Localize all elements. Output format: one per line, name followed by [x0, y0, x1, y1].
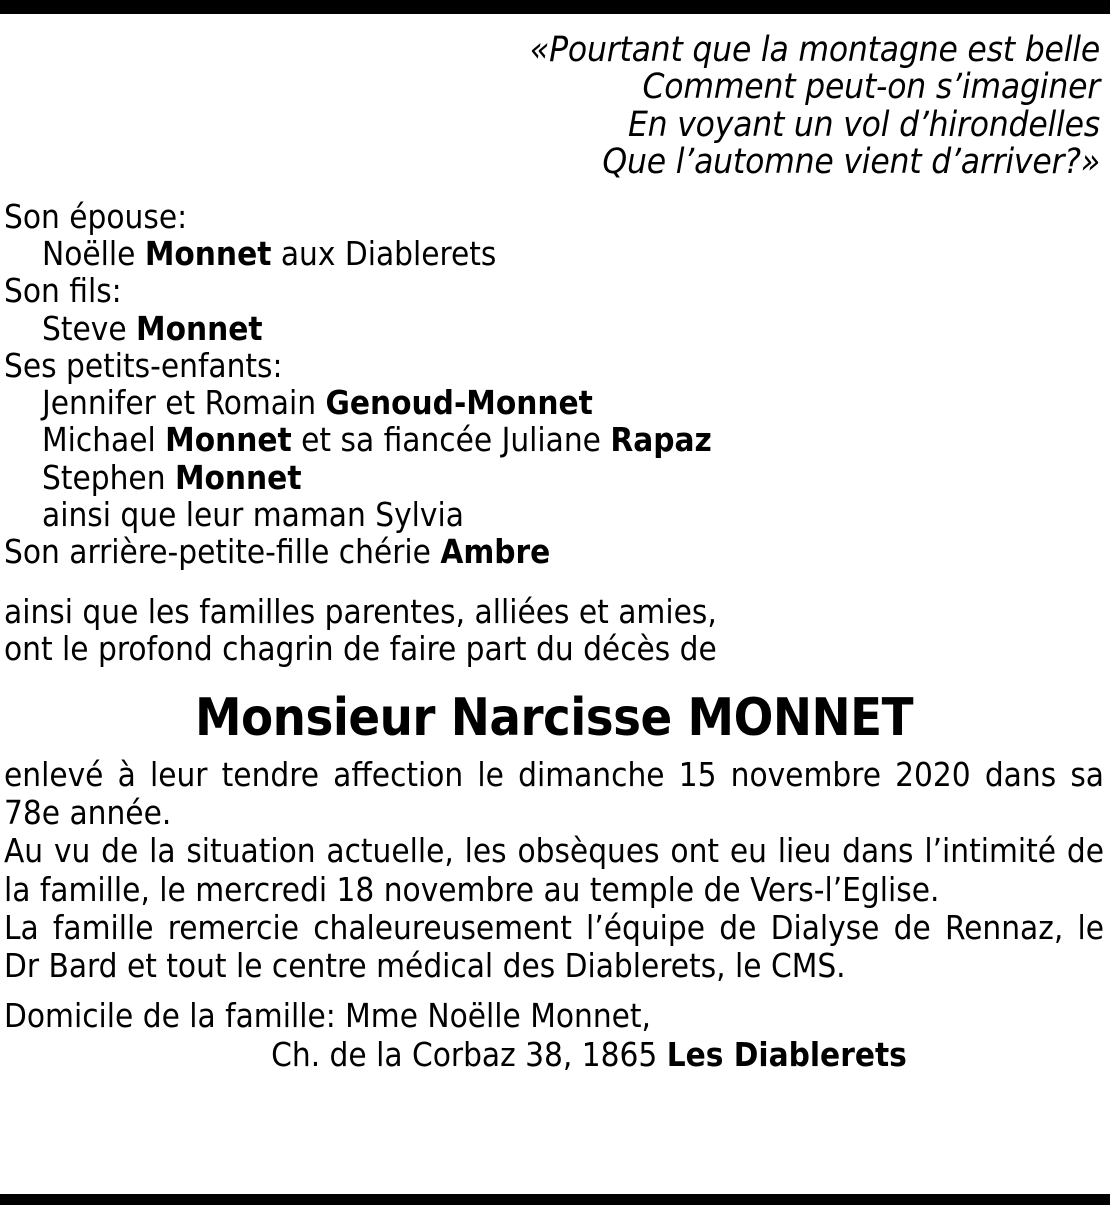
member-pre: Noëlle	[42, 234, 145, 274]
preamble-text	[4, 593, 1104, 668]
bottom-rule-divider	[0, 1194, 1110, 1205]
preamble-line-1: ainsi que les familles parentes, alliées et amies,	[4, 591, 717, 631]
member-name: Ambre	[440, 532, 551, 572]
address-line-1: Domicile de la famille: Mme Noëlle Monnet,	[4, 996, 651, 1036]
paragraph-passing: enlevé à leur tendre affection le dimanche 15 novembre 2020 dans sa 78e année.	[4, 754, 1104, 833]
family-address	[4, 997, 1104, 1074]
notice-paragraphs	[4, 756, 1104, 986]
address-street: Ch. de la Corbaz 38, 1865	[271, 1034, 667, 1074]
member-pre: ainsi que leur maman Sylvia	[42, 495, 464, 534]
epigraph-line-4: Que l’automne vient d’arriver?»	[602, 142, 1100, 183]
family-role-grandchildren: Ses petits-enfants:	[4, 345, 283, 385]
member-surname-2: Rapaz	[610, 420, 712, 460]
member-surname: Monnet	[144, 234, 272, 274]
member-surname: Genoud-Monnet	[325, 383, 593, 423]
member-pre: Son arrière-petite-fille chérie	[4, 532, 441, 572]
family-role-spouse: Son épouse:	[4, 196, 188, 236]
address-locality: Les Diablerets	[666, 1034, 907, 1074]
family-member-son	[42, 310, 1104, 347]
family-member-grandchild-1	[42, 384, 1104, 421]
member-post: aux Diablerets	[271, 234, 497, 274]
member-pre: Michael	[42, 420, 166, 460]
member-pre: Jennifer et Romain	[42, 383, 326, 423]
family-role-son: Son fils:	[4, 271, 122, 311]
epigraph-line-3: En voyant un vol d’hirondelles	[627, 104, 1100, 145]
epigraph-quote	[4, 32, 1104, 182]
family-list	[4, 198, 1104, 571]
family-member-mother-note	[42, 496, 1104, 533]
member-surname: Monnet	[136, 308, 263, 348]
member-pre: Steve	[42, 308, 137, 348]
member-surname: Monnet	[174, 457, 302, 497]
member-pre: Stephen	[42, 457, 175, 497]
family-member-grandchild-3	[42, 459, 1104, 496]
family-member-grandchild-2	[42, 421, 1104, 458]
member-surname: Monnet	[165, 420, 292, 460]
top-rule-divider	[0, 0, 1110, 14]
epigraph-line-2: Comment peut-on s’imaginer	[642, 67, 1100, 108]
paragraph-thanks: La famille remercie chaleureusement l’équipe de Dialyse de Rennaz, le Dr Bard et tout le centre médical des Diablerets, le CMS.	[4, 907, 1104, 986]
member-post: et sa fiancée Juliane	[291, 420, 611, 460]
family-great-granddaughter	[4, 533, 1104, 570]
epigraph-line-1: «Pourtant que la montagne est belle	[529, 30, 1100, 70]
family-member-spouse	[42, 235, 1104, 272]
paragraph-funeral: Au vu de la situation actuelle, les obsèques ont eu lieu dans l’intimité de la famille, le mercredi 18 novembre au temple de Vers-l’Eglise.	[4, 831, 1104, 909]
notice-body	[0, 14, 1110, 1074]
preamble-line-2: ont le profond chagrin de faire part du décès de	[4, 629, 717, 669]
address-line-2	[4, 1036, 1104, 1074]
deceased-name: Monsieur Narcisse MONNET	[194, 687, 914, 748]
